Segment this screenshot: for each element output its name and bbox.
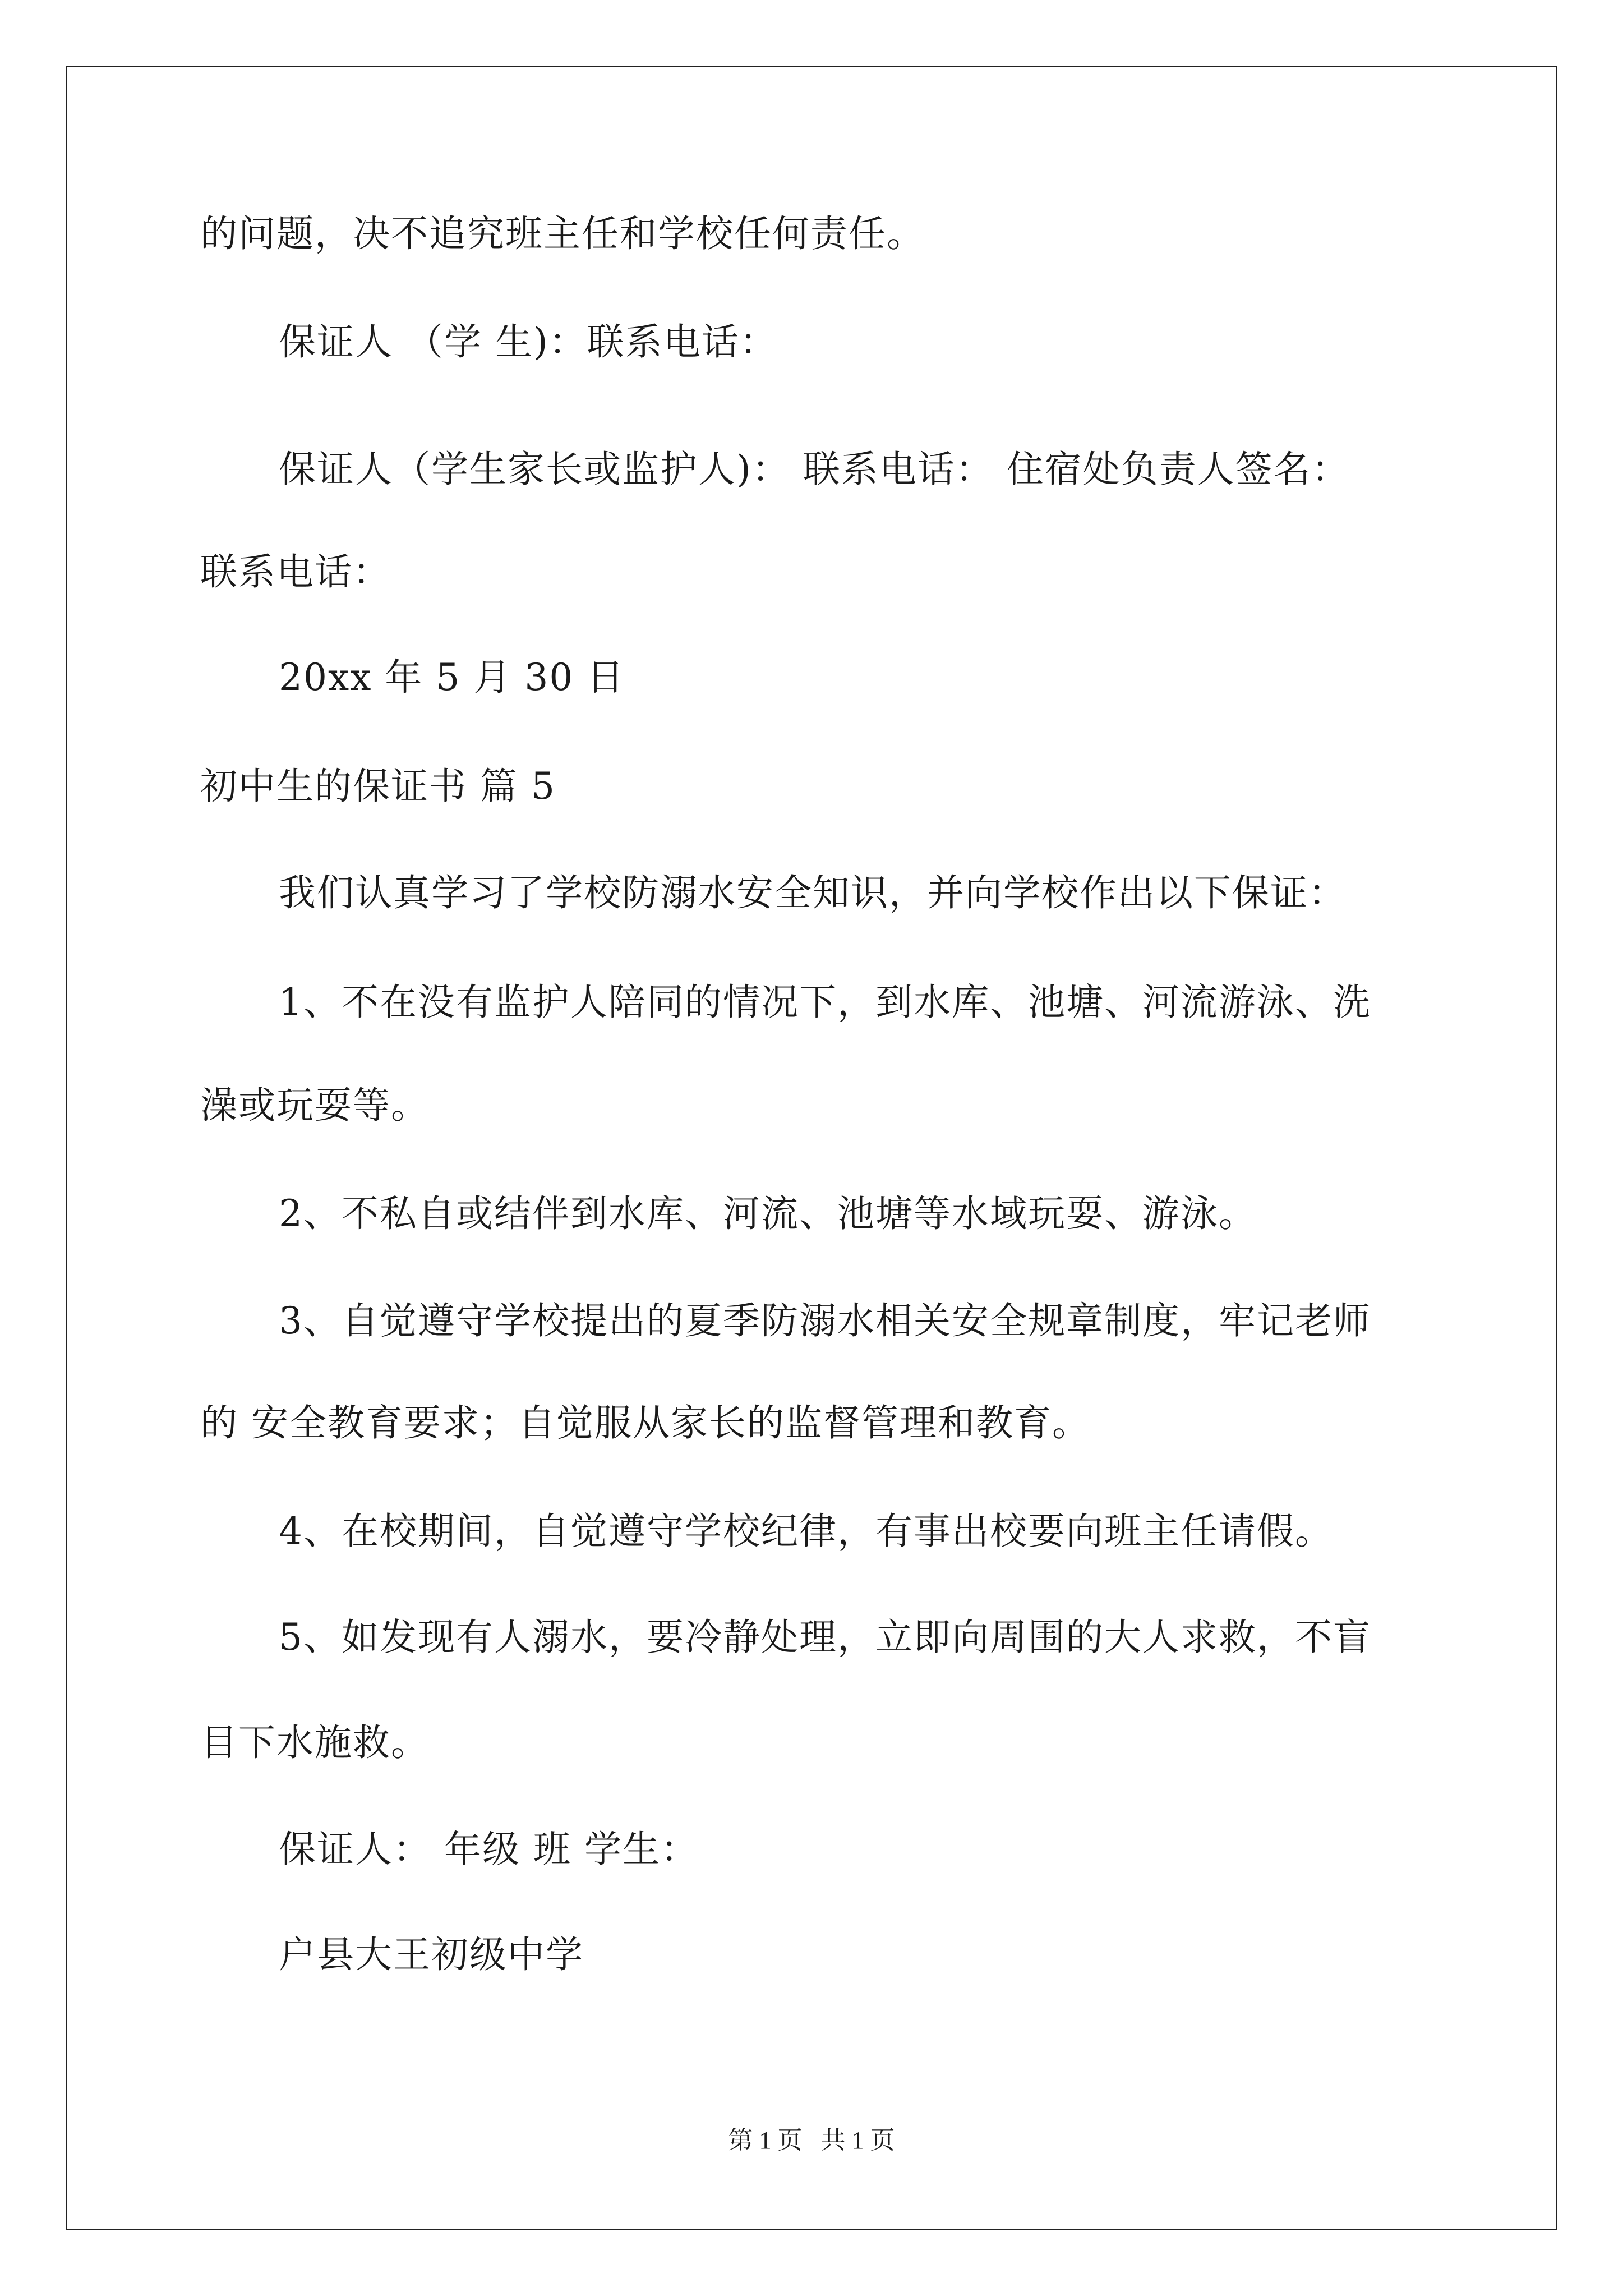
item-3-line-2: 的 安全教育要求；自觉服从家长的监督管理和教育。	[200, 1401, 1090, 1444]
school-name: 户县大王初级中学	[279, 1933, 584, 1976]
text-line-4: 联系电话：	[200, 550, 391, 593]
text-line-7: 我们认真学习了学校防溺水安全知识，并向学校作出以下保证：	[279, 871, 1347, 914]
text-line-1: 的问题，决不追究班主任和学校任何责任。	[200, 212, 925, 255]
item-2: 2、不私自或结伴到水库、河流、池塘等水域玩耍、游泳。	[279, 1192, 1257, 1235]
date-line: 20xx 年 5 月 30 日	[279, 656, 625, 699]
item-3-line-1: 3、自觉遵守学校提出的夏季防溺水相关安全规章制度，牢记老师	[279, 1299, 1371, 1342]
signature-line: 保证人： 年级 班 学生：	[279, 1828, 699, 1871]
text-line-3: 保证人（学生家长或监护人)： 联系电话： 住宿处负责人签名：	[279, 448, 1350, 491]
section-heading: 初中生的保证书 篇 5	[200, 765, 556, 808]
page-number: 第 1 页 共 1 页	[728, 2127, 895, 2154]
item-1-line-2: 澡或玩耍等。	[200, 1084, 429, 1127]
item-4: 4、在校期间，自觉遵守学校纪律，有事出校要向班主任请假。	[279, 1510, 1333, 1553]
item-1-line-1: 1、不在没有监护人陪同的情况下，到水库、池塘、河流游泳、洗	[279, 981, 1371, 1024]
item-5-line-1: 5、如发现有人溺水，要冷静处理，立即向周围的大人求救，不盲	[279, 1616, 1371, 1659]
page-border	[66, 66, 1557, 2230]
item-5-line-2: 目下水施救。	[200, 1721, 429, 1764]
text-line-2: 保证人 （学 生)：联系电话：	[279, 320, 778, 364]
